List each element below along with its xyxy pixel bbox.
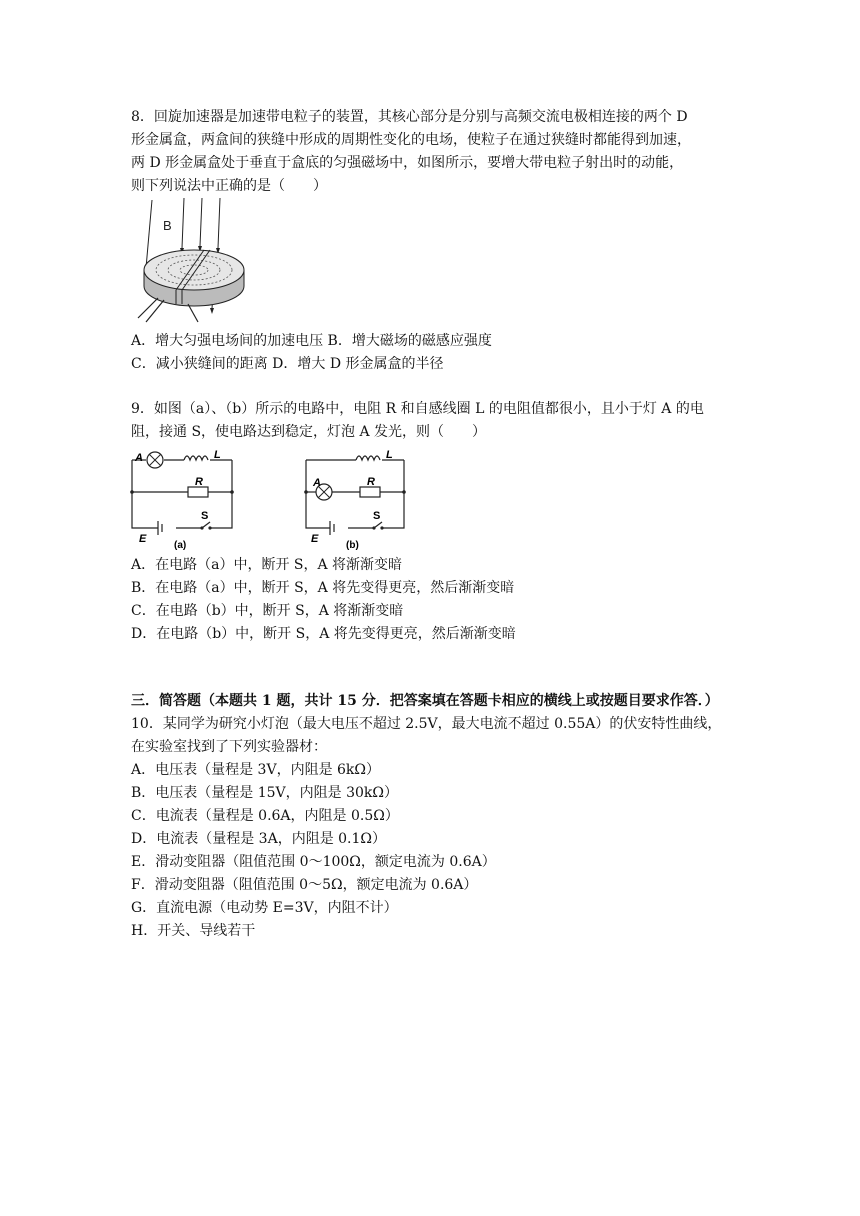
q10-item-h: H．开关、导线若干: [131, 923, 256, 939]
q9-option-b: B．在电路（a）中，断开 S，A 将先变得更亮，然后渐渐变暗: [131, 580, 515, 596]
q10-stem-line-1: 10．某同学为研究小灯泡（最大电压不超过 2.5V，最大电流不超过 0.55A）的伏安特性曲线，: [131, 716, 722, 732]
circuit-a-battery-label: E: [139, 533, 147, 545]
q9-option-d: D．在电路（b）中，断开 S，A 将先变得更亮，然后渐渐变暗: [131, 626, 516, 642]
circuit-b-resistor-label: R: [367, 476, 375, 488]
q9-option-a: A．在电路（a）中，断开 S，A 将渐渐变暗: [131, 557, 403, 573]
circuit-b-lamp-label: A: [313, 477, 321, 489]
circuit-b-switch-label: S: [373, 510, 381, 522]
q8-options-line-2: C．减小狭缝间的距离 D．增大 D 形金属盒的半径: [131, 356, 444, 372]
circuit-a-lamp-label: A: [135, 452, 143, 464]
q10-item-a: A．电压表（量程是 3V，内阻是 6kΩ）: [131, 762, 381, 778]
q10-item-c: C．电流表（量程是 0.6A，内阻是 0.5Ω）: [131, 808, 399, 824]
q9-option-c: C．在电路（b）中，断开 S，A 将渐渐变暗: [131, 603, 404, 619]
q8-options-line-1: A．增大匀强电场间的加速电压 B．增大磁场的磁感应强度: [131, 333, 492, 349]
lamp-a: [147, 452, 163, 468]
inductor-l: [356, 456, 380, 460]
q9-stem-line-1: 9．如图（a）、（b）所示的电路中，电阻 R 和自感线圈 L 的电阻值都很小，且小于灯 A 的电: [131, 401, 704, 417]
circuit-a-caption: (a): [174, 540, 187, 550]
q10-item-f: F．滑动变阻器（阻值范围 0～5Ω，额定电流为 0.6A）: [131, 877, 478, 893]
circuit-a-figure: [128, 446, 238, 550]
q8-stem-line-1: 8．回旋加速器是加速带电粒子的装置，其核心部分是分别与高频交流电极相连接的两个 D: [131, 109, 688, 125]
resistor-r: [188, 487, 208, 497]
circuit-a-switch-label: S: [201, 510, 209, 522]
circuit-a-inductor-label: L: [214, 449, 221, 461]
circuit-b-battery-label: E: [311, 533, 319, 545]
q8-stem-line-3: 两 D 形金属盒处于垂直于盒底的匀强磁场中，如图所示，要增大带电粒子射出时的动能，: [131, 155, 684, 171]
q8-stem-line-4: 则下列说法中正确的是（ ）: [131, 178, 327, 194]
d-shaped-boxes: [144, 250, 244, 306]
section-3-heading: 三．简答题（本题共 1 题，共计 15 分．把答案填在答题卡相应的横线上或按题目要求作答．）: [131, 693, 719, 709]
cyclotron-figure: [128, 198, 248, 326]
circuit-a-resistor-label: R: [195, 476, 203, 488]
q9-stem-line-2: 阻，接通 S，使电路达到稳定，灯泡 A 发光，则（ ）: [131, 424, 487, 440]
resistor-r: [360, 487, 380, 497]
q8-stem-line-2: 形金属盒，两盒间的狭缝中形成的周期性变化的电场，使粒子在通过狭缝时都能得到加速，: [131, 132, 691, 148]
circuit-b-caption: (b): [346, 540, 359, 550]
q10-item-d: D．电流表（量程是 3A，内阻是 0.1Ω）: [131, 831, 387, 847]
circuit-b-figure: [300, 446, 410, 550]
q10-item-b: B．电压表（量程是 15V，内阻是 30kΩ）: [131, 785, 399, 801]
circuit-b-inductor-label: L: [386, 449, 393, 461]
q10-stem-line-2: 在实验室找到了下列实验器材：: [131, 739, 327, 755]
field-label-b: B: [163, 218, 172, 233]
q10-item-e: E．滑动变阻器（阻值范围 0～100Ω，额定电流为 0.6A）: [131, 854, 496, 870]
inductor-l: [184, 456, 208, 460]
q10-item-g: G．直流电源（电动势 E=3V，内阻不计）: [131, 900, 398, 916]
